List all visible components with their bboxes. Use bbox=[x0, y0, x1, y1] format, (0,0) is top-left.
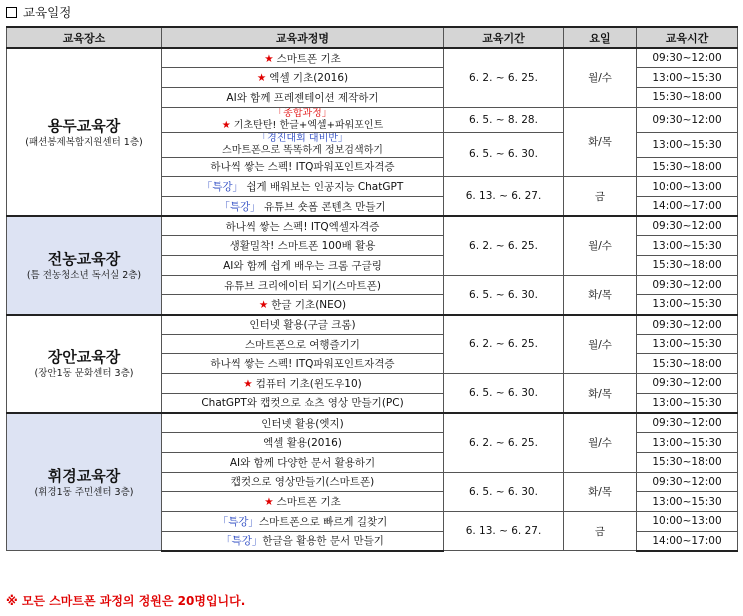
time-cell: 10:00~13:00 bbox=[637, 511, 738, 531]
period-cell: 6. 2. ~ 6. 25. bbox=[444, 48, 564, 107]
header-day: 요일 bbox=[564, 27, 637, 48]
course-name: 한글 기초(NEO) bbox=[271, 298, 347, 311]
course-name: 유튜브 숏폼 콘텐츠 만들기 bbox=[264, 200, 386, 213]
day-cell: 화/목 bbox=[564, 107, 637, 177]
time-cell: 13:00~15:30 bbox=[637, 236, 738, 256]
course-cell bbox=[162, 374, 444, 394]
course-cell bbox=[162, 132, 444, 157]
course-cell bbox=[162, 177, 444, 197]
time-cell: 15:30~18:00 bbox=[637, 157, 738, 177]
course-name: 엑셀 활용(2016) bbox=[162, 433, 444, 453]
star-icon: ★ bbox=[256, 72, 267, 85]
period-cell: 6. 5. ~ 6. 30. bbox=[444, 275, 564, 314]
time-cell: 13:00~15:30 bbox=[637, 68, 738, 88]
time-cell: 15:30~18:00 bbox=[637, 87, 738, 107]
time-cell: 13:00~15:30 bbox=[637, 492, 738, 512]
table-row bbox=[7, 315, 738, 335]
venue-cell bbox=[7, 315, 162, 413]
course-name: 인터넷 활용(엣지) bbox=[162, 413, 444, 433]
course-tag: 「경진대회 대비반」 bbox=[257, 132, 348, 144]
day-cell: 화/목 bbox=[564, 275, 637, 314]
time-cell: 09:30~12:00 bbox=[637, 275, 738, 295]
header-course: 교육과정명 bbox=[162, 27, 444, 48]
course-name: 스마트폰 기초 bbox=[276, 52, 341, 65]
day-cell: 월/수 bbox=[564, 48, 637, 107]
course-name: 기초탄탄! 한글+엑셀+파워포인트 bbox=[233, 119, 384, 131]
period-cell: 6. 2. ~ 6. 25. bbox=[444, 315, 564, 374]
header-period: 교육기간 bbox=[444, 27, 564, 48]
course-name: 유튜브 크리에이터 되기(스마트폰) bbox=[162, 275, 444, 295]
course-tag: 「특강」 bbox=[221, 535, 263, 548]
venue-cell bbox=[7, 216, 162, 314]
time-cell: 09:30~12:00 bbox=[637, 413, 738, 433]
star-icon: ★ bbox=[264, 52, 274, 65]
time-cell: 15:30~18:00 bbox=[637, 256, 738, 276]
table-row bbox=[7, 413, 738, 433]
time-cell: 13:00~15:30 bbox=[637, 132, 738, 157]
venue-address: (장안1동 문화센터 3층) bbox=[34, 368, 134, 380]
header-row bbox=[7, 27, 738, 48]
star-icon: ★ bbox=[258, 298, 269, 311]
period-cell: 6. 13. ~ 6. 27. bbox=[444, 511, 564, 550]
day-cell: 화/목 bbox=[564, 472, 637, 511]
course-name: 쉽게 배워보는 인공지능 ChatGPT bbox=[246, 181, 404, 194]
time-cell: 10:00~13:00 bbox=[637, 177, 738, 197]
course-name: 엑셀 기초(2016) bbox=[269, 72, 349, 85]
day-cell: 금 bbox=[564, 511, 637, 550]
venue-cell bbox=[7, 48, 162, 216]
time-cell: 13:00~15:30 bbox=[637, 295, 738, 315]
course-name: ChatGPT와 캡컷으로 쇼츠 영상 만들기(PC) bbox=[162, 393, 444, 413]
day-cell: 월/수 bbox=[564, 413, 637, 472]
course-name: 스마트폰으로 빠르게 길찾기 bbox=[258, 515, 388, 528]
venue-name: 용두교육장 bbox=[47, 116, 121, 135]
day-cell: 월/수 bbox=[564, 315, 637, 374]
time-cell: 09:30~12:00 bbox=[637, 216, 738, 236]
course-name: 컴퓨터 기초(윈도우10) bbox=[255, 377, 362, 390]
course-name: AI와 함께 다양한 문서 활용하기 bbox=[162, 452, 444, 472]
footnote: ※ 모든 스마트폰 과정의 정원은 20명입니다. bbox=[6, 594, 246, 608]
course-name: 스마트폰으로 똑똑하게 정보검색하기 bbox=[222, 144, 383, 156]
course-cell bbox=[162, 511, 444, 531]
period-cell: 6. 13. ~ 6. 27. bbox=[444, 177, 564, 216]
star-icon: ★ bbox=[243, 377, 253, 390]
venue-address: (패션봉제복합지원센터 1층) bbox=[25, 136, 143, 148]
header-time: 교육시간 bbox=[637, 27, 738, 48]
table-row bbox=[7, 48, 738, 68]
schedule-table bbox=[6, 26, 738, 552]
time-cell: 09:30~12:00 bbox=[637, 107, 738, 132]
day-cell: 월/수 bbox=[564, 216, 637, 275]
time-cell: 13:00~15:30 bbox=[637, 433, 738, 453]
time-cell: 13:00~15:30 bbox=[637, 334, 738, 354]
course-name: 하나씩 쌓는 스펙! ITQ엑셀자격증 bbox=[162, 216, 444, 236]
course-tag: 「특강」 bbox=[217, 515, 259, 528]
course-name: 생활밀착! 스마트폰 100배 활용 bbox=[162, 236, 444, 256]
course-cell bbox=[162, 492, 444, 512]
time-cell: 09:30~12:00 bbox=[637, 374, 738, 394]
section-heading bbox=[6, 2, 71, 22]
period-cell: 6. 5. ~ 6. 30. bbox=[444, 132, 564, 177]
course-cell bbox=[162, 196, 444, 216]
venue-name: 휘경교육장 bbox=[47, 466, 121, 485]
checkbox-square-icon bbox=[6, 7, 17, 18]
time-cell: 15:30~18:00 bbox=[637, 452, 738, 472]
venue-cell bbox=[7, 413, 162, 551]
course-name: 스마트폰으로 여행즐기기 bbox=[162, 334, 444, 354]
course-name: 캡컷으로 영상만들기(스마트폰) bbox=[162, 472, 444, 492]
venue-group-hwigyeong bbox=[7, 413, 738, 551]
time-cell: 13:00~15:30 bbox=[637, 393, 738, 413]
course-name: 하나씩 쌓는 스펙! ITQ파워포인트자격증 bbox=[162, 354, 444, 374]
period-cell: 6. 5. ~ 6. 30. bbox=[444, 472, 564, 511]
day-cell: 화/목 bbox=[564, 374, 637, 413]
course-name: AI와 함께 프레젠테이션 제작하기 bbox=[162, 87, 444, 107]
course-tag: 「종합과정」 bbox=[273, 107, 332, 119]
venue-name: 장안교육장 bbox=[47, 348, 121, 367]
period-cell: 6. 2. ~ 6. 25. bbox=[444, 413, 564, 472]
period-cell: 6. 5. ~ 6. 30. bbox=[444, 374, 564, 413]
course-name: 스마트폰 기초 bbox=[276, 496, 341, 509]
course-name: 한글을 활용한 문서 만들기 bbox=[262, 535, 384, 548]
star-icon: ★ bbox=[264, 496, 274, 509]
period-cell: 6. 2. ~ 6. 25. bbox=[444, 216, 564, 275]
header-venue: 교육장소 bbox=[7, 27, 162, 48]
course-cell bbox=[162, 68, 444, 88]
star-icon: ★ bbox=[221, 119, 231, 131]
venue-group-jangan bbox=[7, 315, 738, 413]
course-name: AI와 함께 쉽게 배우는 크롬 구글링 bbox=[162, 256, 444, 276]
course-name: 인터넷 활용(구글 크롬) bbox=[162, 315, 444, 335]
table-row bbox=[7, 216, 738, 236]
section-heading-text: 교육일정 bbox=[23, 5, 72, 20]
course-name: 하나씩 쌓는 스펙! ITQ파워포인트자격증 bbox=[162, 157, 444, 177]
venue-group-yongdu bbox=[7, 48, 738, 216]
time-cell: 15:30~18:00 bbox=[637, 354, 738, 374]
time-cell: 09:30~12:00 bbox=[637, 315, 738, 335]
time-cell: 14:00~17:00 bbox=[637, 196, 738, 216]
course-cell bbox=[162, 107, 444, 132]
course-cell bbox=[162, 295, 444, 315]
time-cell: 09:30~12:00 bbox=[637, 48, 738, 68]
course-cell bbox=[162, 48, 444, 68]
venue-name: 전농교육장 bbox=[47, 249, 121, 268]
time-cell: 09:30~12:00 bbox=[637, 472, 738, 492]
time-cell: 14:00~17:00 bbox=[637, 531, 738, 551]
venue-address: (틈 전농청소년 독서실 2층) bbox=[26, 269, 142, 281]
course-cell bbox=[162, 531, 444, 551]
venue-group-jeonnong bbox=[7, 216, 738, 314]
day-cell: 금 bbox=[564, 177, 637, 216]
period-cell: 6. 5. ~ 8. 28. bbox=[444, 107, 564, 132]
venue-address: (휘경1동 주민센터 3층) bbox=[34, 486, 134, 498]
course-tag: 「특강」 bbox=[219, 200, 261, 213]
course-tag: 「특강」 bbox=[201, 181, 244, 194]
